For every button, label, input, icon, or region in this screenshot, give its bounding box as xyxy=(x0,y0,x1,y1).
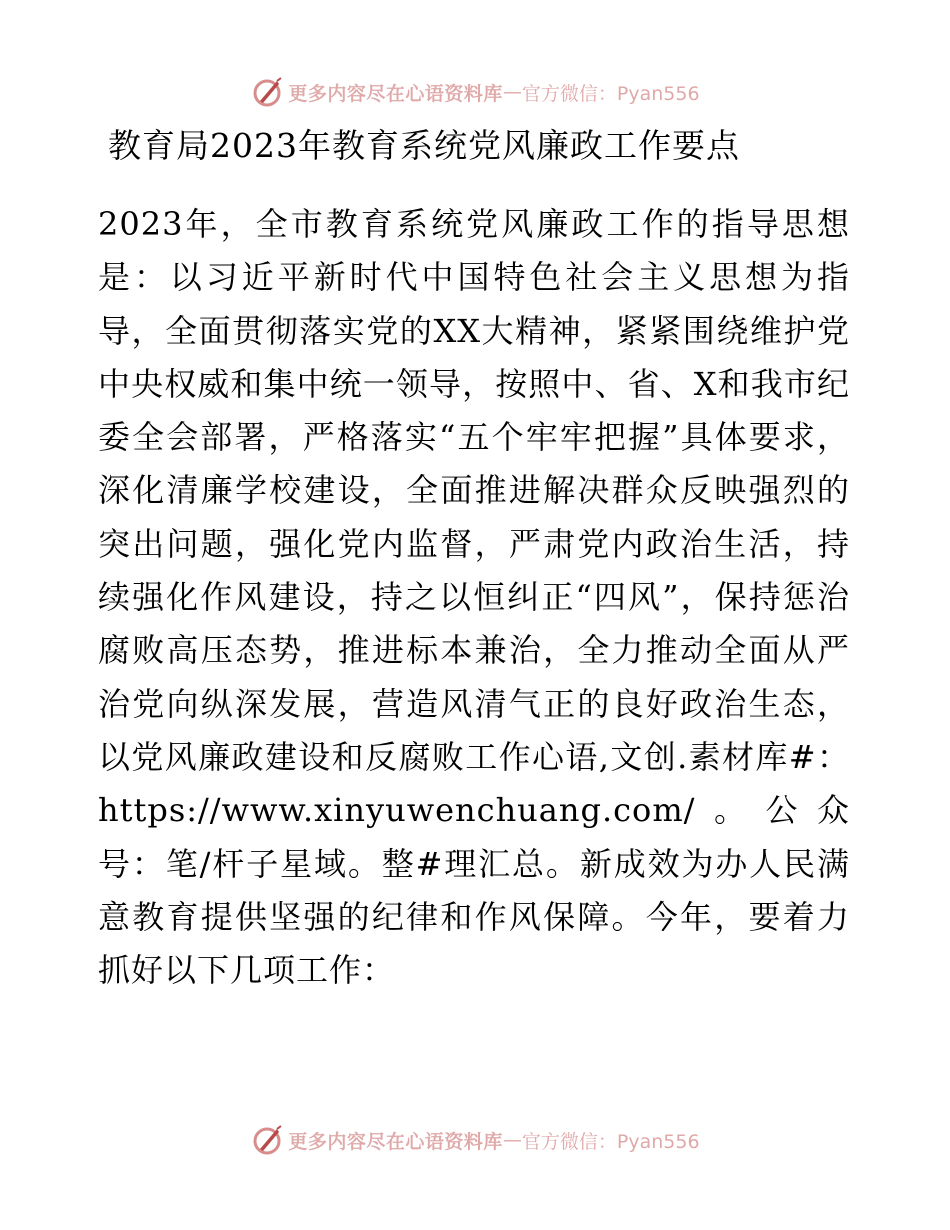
quill-pen-logo-icon xyxy=(250,75,284,109)
document-body xyxy=(98,198,850,997)
watermark-separator: — xyxy=(502,81,522,103)
body-paragraph: 2023年，全市教育系统党风廉政工作的指导思想是：以习近平新时代中国特色社会主义思想为指导，全面贯彻落实党的XX大精神，紧紧围绕维护党中央权威和集中统一领导，按照中、省、X和我市纪委全会部署，严格落实“五个牢牢把握”具体要求，深化清廉学校建设，全面推进解决群众反映强烈的突出问题，强化党内监督，严肃党内政治生活，持续强化作风建设，持之以恒纠正“四风”，保持惩治腐败高压态势，推进标本兼治，全力推动全面从严治党向纵深发展，营造风清气正的良好政治生态，以党风廉政建设和反腐败工作心语,文创.素材库#：https://www.xinyuwenchuang.com/。公众号：笔/杆子星域。整#理汇总。新成效为办人民满意教育提供坚强的纪律和作风保障。今年，要着力抓好以下几项工作： xyxy=(98,205,850,990)
watermark-text: 更多内容尽在心语资料库 xyxy=(288,82,503,105)
watermark-wechat: 官方微信：Pyan556 xyxy=(521,1130,700,1153)
footer-watermark xyxy=(0,1120,950,1160)
header-watermark xyxy=(0,72,950,112)
quill-pen-logo-icon xyxy=(250,1123,284,1157)
watermark-separator: — xyxy=(502,1129,522,1151)
watermark-wechat: 官方微信：Pyan556 xyxy=(521,82,700,105)
watermark-text: 更多内容尽在心语资料库 xyxy=(288,1130,503,1153)
document-title: 教育局2023年教育系统党风廉政工作要点 xyxy=(108,126,740,165)
